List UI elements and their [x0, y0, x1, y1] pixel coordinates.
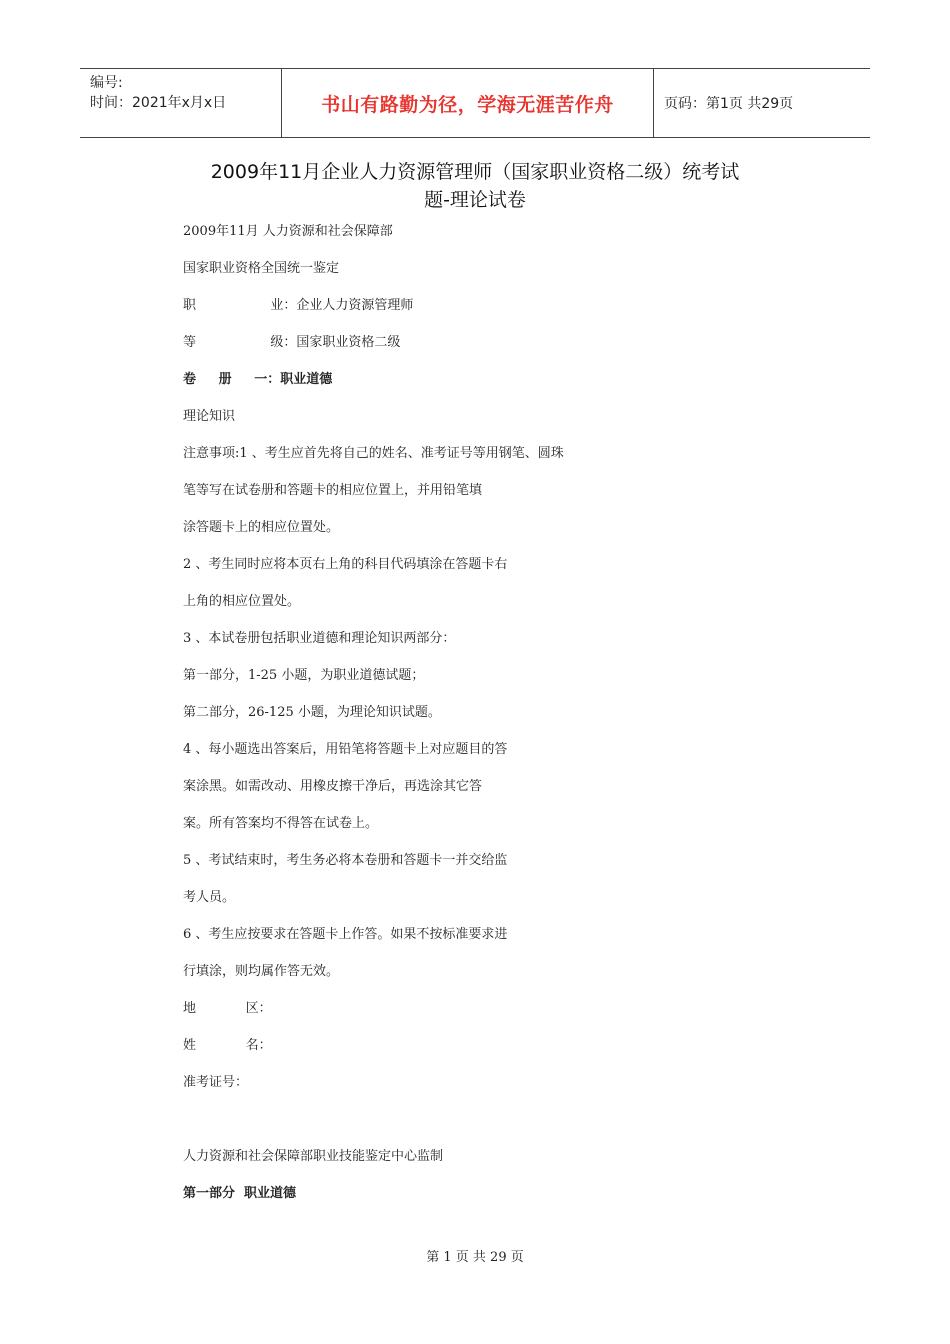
body-line: 案涂黑。如需改动、用橡皮擦干净后，再选涂其它答 [183, 779, 483, 794]
body-line: 国家职业资格全国统一鉴定 [183, 261, 340, 276]
body-line: 3 、本试卷册包括职业道德和理论知识两部分： [183, 631, 456, 646]
body-line: 笔等写在试卷册和答题卡的相应位置上，并用铅笔填 [183, 483, 483, 498]
spacer [183, 1110, 823, 1147]
name-field: 姓 名： [183, 1038, 272, 1053]
document-title [150, 158, 800, 214]
section-heading: 卷 册 一：职业道德 [183, 372, 333, 387]
body-line: 第二部分，26-125 小题，为理论知识试题。 [183, 705, 441, 720]
body-line: 上角的相应位置处。 [183, 594, 301, 609]
header-motto: 书山有路勤为径，学海无涯苦作舟 [321, 93, 614, 116]
body-line: 职 业：企业人力资源管理师 [183, 298, 414, 313]
body-line: 第一部分，1-25 小题，为职业道德试题； [183, 668, 425, 683]
body-line: 案。所有答案均不得答在试卷上。 [183, 816, 379, 831]
time-label: 时间：2021年x月x日 [90, 95, 227, 111]
body-line: 行填涂，则均属作答无效。 [183, 964, 340, 979]
header-page-info: 页码：第1页 共29页 [664, 96, 794, 112]
document-body [183, 222, 823, 1221]
title-line-1: 2009年11月企业人力资源管理师（国家职业资格二级）统考试 [210, 161, 740, 183]
body-line: 5 、考试结束时，考生务必将本卷册和答题卡一并交给监 [183, 853, 508, 868]
body-line: 等 级：国家职业资格二级 [183, 335, 401, 350]
title-line-2: 题-理论试卷 [424, 189, 526, 211]
page-header [80, 68, 870, 138]
issuer-line: 人力资源和社会保障部职业技能鉴定中心监制 [183, 1149, 444, 1164]
body-line: 考人员。 [183, 890, 236, 905]
part-one-heading: 第一部分 职业道德 [183, 1186, 297, 1201]
body-line: 注意事项:1 、考生应首先将自己的姓名、准考证号等用钢笔、圆珠 [183, 446, 564, 461]
body-line: 涂答题卡上的相应位置处。 [183, 520, 340, 535]
body-line: 2 、考生同时应将本页右上角的科目代码填涂在答题卡右 [183, 557, 508, 572]
body-line: 6 、考生应按要求在答题卡上作答。如果不按标准要求进 [183, 927, 508, 942]
header-motto-cell [282, 69, 654, 137]
exam-id-field: 准考证号： [183, 1075, 249, 1090]
header-meta [80, 69, 282, 137]
body-line: 理论知识 [183, 409, 236, 424]
number-label: 编号: [90, 75, 123, 91]
region-field: 地 区： [183, 1001, 272, 1016]
body-line: 4 、每小题选出答案后，用铅笔将答题卡上对应题目的答 [183, 742, 508, 757]
page-footer: 第 1 页 共 29 页 [426, 1250, 524, 1265]
body-line: 2009年11月 人力资源和社会保障部 [183, 224, 393, 239]
